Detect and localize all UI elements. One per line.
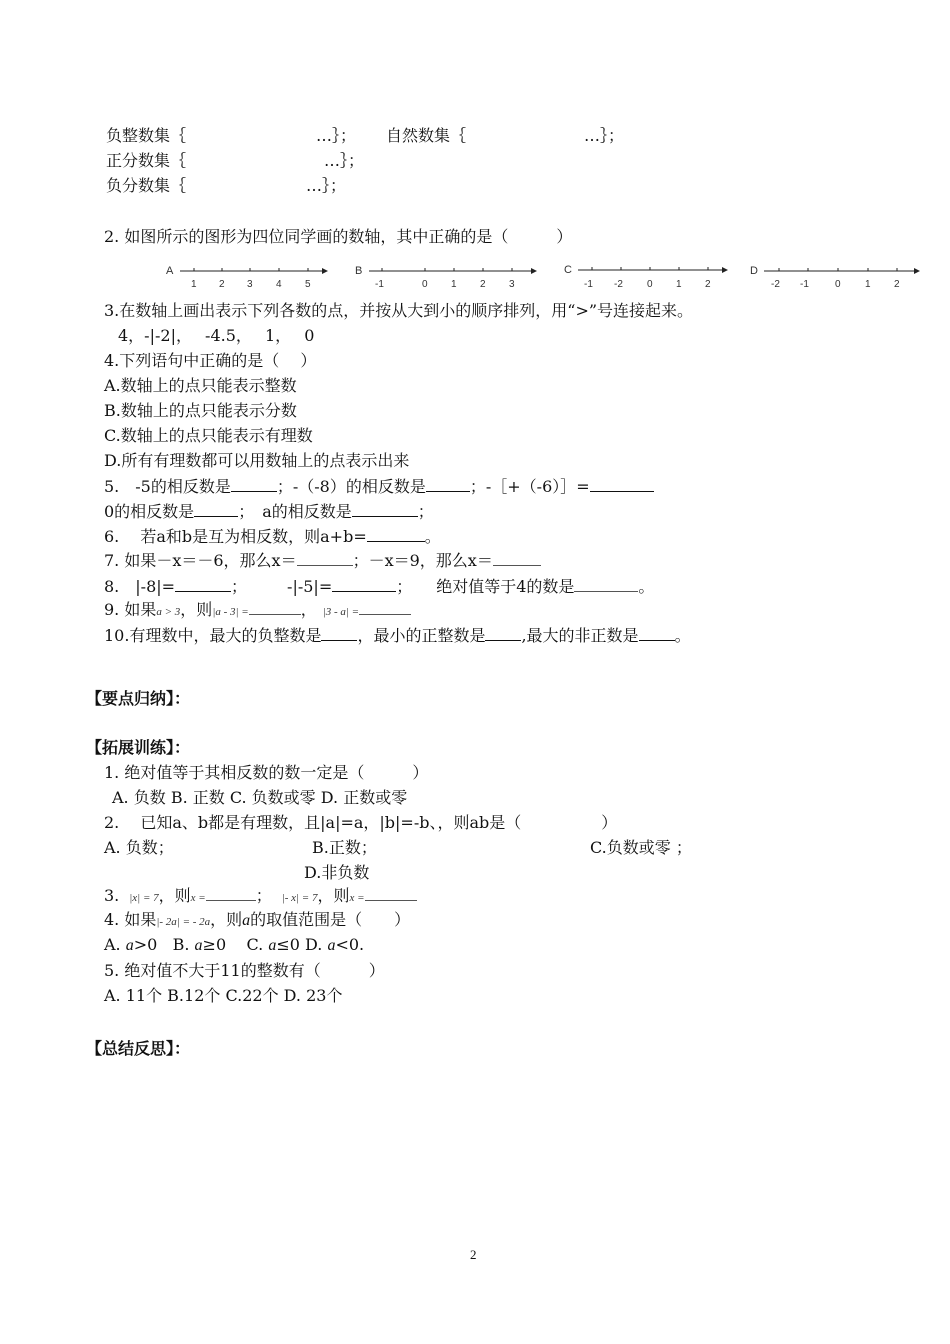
number-line-a bbox=[162, 262, 332, 290]
extension-question-5: 5. 绝对值不大于11的整数有（ ） bbox=[104, 961, 385, 980]
math-expression: x = bbox=[190, 892, 206, 904]
set-negative-integers bbox=[106, 125, 356, 147]
set-end: …｝； bbox=[306, 176, 347, 195]
tick-label: 3 bbox=[509, 279, 515, 290]
question-text: ，最小的正整数是 bbox=[357, 626, 486, 645]
answer-blank[interactable] bbox=[493, 551, 541, 566]
tick-label: -2 bbox=[771, 279, 780, 290]
tick-label: 3 bbox=[247, 279, 253, 290]
question-8 bbox=[104, 575, 654, 598]
question-text: 9. 如果 bbox=[104, 600, 157, 619]
question-text: ； -|-5|= bbox=[231, 577, 333, 596]
question-text: 8. |-8|= bbox=[104, 577, 176, 596]
option-text: ≤0 D. bbox=[276, 935, 323, 954]
question-text: ，则 bbox=[158, 886, 191, 905]
answer-blank[interactable] bbox=[639, 624, 675, 641]
question-text: 7. 如果－x＝－6，那么x＝ bbox=[104, 551, 297, 570]
math-expression: |x| = 7 bbox=[129, 892, 159, 904]
question-text: ,最大的非正数是 bbox=[521, 626, 639, 645]
extension-question-4 bbox=[104, 909, 410, 933]
number-line-d bbox=[748, 262, 928, 290]
answer-blank[interactable] bbox=[249, 600, 301, 615]
set-end: …｝； bbox=[316, 126, 357, 145]
question-text: ； bbox=[417, 502, 434, 521]
question-text: 10.有理数中，最大的负整数是 bbox=[104, 626, 322, 645]
math-variable: a bbox=[194, 937, 203, 954]
question-5 bbox=[104, 475, 654, 498]
tick-label: 4 bbox=[276, 279, 282, 290]
question-text: 3. bbox=[104, 886, 120, 905]
answer-blank[interactable] bbox=[352, 500, 418, 517]
question-text: 5. -5的相反数是 bbox=[104, 477, 231, 496]
number-line-b bbox=[353, 262, 543, 290]
answer-blank[interactable] bbox=[590, 475, 654, 492]
option-a: A.数轴上的点只能表示整数 bbox=[104, 376, 297, 395]
tick-label: 5 bbox=[305, 279, 311, 290]
set-natural-numbers bbox=[386, 125, 624, 147]
answer-blank[interactable] bbox=[297, 551, 353, 566]
summary-heading: 【要点归纳】： bbox=[86, 689, 191, 708]
tick-label: 1 bbox=[191, 279, 197, 290]
question-text: ；-（-8）的相反数是 bbox=[276, 477, 426, 496]
tick-label: 0 bbox=[422, 279, 428, 290]
answer-blank[interactable] bbox=[231, 475, 277, 492]
question-text: 的取值范围是（ ） bbox=[250, 910, 411, 929]
extension-question-3 bbox=[104, 885, 417, 909]
axis-letter: C bbox=[564, 264, 572, 276]
math-variable: a bbox=[125, 937, 134, 954]
question-9 bbox=[104, 599, 411, 623]
option-d: D.所有有理数都可以用数轴上的点表示出来 bbox=[104, 451, 410, 470]
question-text: 。 bbox=[638, 577, 655, 596]
tick-label: 0 bbox=[835, 279, 841, 290]
option-a: A. bbox=[104, 935, 121, 954]
question-text: 0的相反数是 bbox=[104, 502, 195, 521]
math-expression: |- 2a| = - 2a bbox=[156, 916, 211, 928]
question-text: 6. 若a和b是互为相反数，则a+b= bbox=[104, 527, 367, 546]
question-text: 。 bbox=[674, 626, 691, 645]
tick-label: -1 bbox=[375, 279, 384, 290]
question-text: ；-［+（-6）］= bbox=[469, 477, 590, 496]
question-5-continued bbox=[104, 500, 434, 523]
set-label: 自然数集｛ bbox=[386, 126, 467, 145]
set-label: 负分数集｛ bbox=[106, 176, 187, 195]
set-label: 负整数集｛ bbox=[106, 126, 187, 145]
question-3: 3.在数轴上画出表示下列各数的点，并按从大到小的顺序排列，用“>”号连接起来。 bbox=[104, 301, 694, 320]
answer-blank[interactable] bbox=[206, 886, 256, 901]
extension-question-2: 2. 已知a、b都是有理数，且|a|=a，|b|=-b、，则ab是（ ） bbox=[104, 813, 618, 832]
set-positive-fractions bbox=[106, 150, 364, 172]
tick-label: 1 bbox=[865, 279, 871, 290]
math-expression: |- x| = 7 bbox=[281, 892, 318, 904]
reflection-heading: 【总结反思】： bbox=[86, 1039, 191, 1058]
option-c: C.负数或零 ； bbox=[590, 838, 692, 857]
question-6 bbox=[104, 525, 441, 548]
option-text: <0. bbox=[335, 935, 365, 954]
tick-label: 0 bbox=[647, 279, 653, 290]
option-b: B. bbox=[172, 935, 190, 954]
math-condition: a > 3 bbox=[156, 606, 181, 618]
extension-heading: 【拓展训练】： bbox=[86, 738, 191, 757]
math-expression: |3 - a| = bbox=[322, 606, 360, 618]
tick-label: 2 bbox=[480, 279, 486, 290]
math-variable: a bbox=[268, 937, 277, 954]
option-text: >0 bbox=[133, 935, 158, 954]
question-text: ，则 bbox=[180, 600, 213, 619]
extension-question-1-options: A. 负数 B. 正数 C. 负数或零 D. 正数或零 bbox=[112, 788, 408, 807]
set-end: …｝； bbox=[584, 126, 625, 145]
math-variable: a bbox=[327, 937, 336, 954]
question-text: ； 绝对值等于4的数是 bbox=[396, 577, 575, 596]
question-4: 4.下列语句中正确的是（ ） bbox=[104, 351, 317, 370]
extension-question-1: 1. 绝对值等于其相反数的数一定是（ ） bbox=[104, 763, 429, 782]
question-text: 。 bbox=[424, 527, 441, 546]
answer-blank[interactable] bbox=[426, 475, 470, 492]
question-text: ，则 bbox=[317, 886, 350, 905]
option-b: B.数轴上的点只能表示分数 bbox=[104, 401, 297, 420]
answer-blank[interactable] bbox=[194, 500, 238, 517]
tick-label: -1 bbox=[800, 279, 809, 290]
option-text: ≥0 bbox=[202, 935, 227, 954]
question-7 bbox=[104, 550, 541, 572]
question-text: ； a的相反数是 bbox=[238, 502, 352, 521]
option-c: C.数轴上的点只能表示有理数 bbox=[104, 426, 313, 445]
tick-label: -2 bbox=[614, 279, 623, 290]
question-text: ，则 bbox=[210, 910, 243, 929]
option-c: C. bbox=[246, 935, 264, 954]
set-end: …｝； bbox=[324, 151, 365, 170]
tick-label: -1 bbox=[584, 279, 593, 290]
question-3-numbers: 4，-|-2|， -4.5， 1， 0 bbox=[118, 326, 315, 345]
answer-blank[interactable] bbox=[367, 525, 425, 542]
option-a: A. 负数； bbox=[104, 838, 174, 857]
question-text: ， bbox=[300, 600, 317, 619]
tick-label: 2 bbox=[894, 279, 900, 290]
math-expression: x = bbox=[349, 892, 365, 904]
question-text: 4. 如果 bbox=[104, 910, 157, 929]
tick-label: 1 bbox=[451, 279, 457, 290]
answer-blank[interactable] bbox=[175, 575, 231, 592]
axis-letter: B bbox=[355, 265, 363, 277]
math-variable: a bbox=[242, 912, 251, 929]
answer-blank[interactable] bbox=[574, 577, 638, 592]
question-2: 2. 如图所示的图形为四位同学画的数轴，其中正确的是（ ） bbox=[104, 227, 573, 246]
question-text: ； bbox=[255, 886, 272, 905]
set-negative-fractions bbox=[106, 175, 346, 197]
answer-blank[interactable] bbox=[321, 624, 357, 641]
option-d: D.非负数 bbox=[304, 863, 370, 882]
axis-letter: D bbox=[750, 265, 758, 277]
set-label: 正分数集｛ bbox=[106, 151, 187, 170]
math-expression: |a - 3| = bbox=[212, 606, 249, 618]
answer-blank[interactable] bbox=[359, 600, 411, 615]
tick-label: 1 bbox=[676, 279, 682, 290]
extension-question-4-options bbox=[104, 934, 364, 957]
axis-letter: A bbox=[166, 265, 174, 277]
answer-blank[interactable] bbox=[485, 624, 521, 641]
tick-label: 2 bbox=[219, 279, 225, 290]
number-line-c bbox=[562, 262, 732, 290]
tick-label: 2 bbox=[705, 279, 711, 290]
question-10 bbox=[104, 624, 691, 647]
question-text: ；－x＝9，那么x＝ bbox=[352, 551, 493, 570]
extension-question-5-options: A. 11个 B.12个 C.22个 D. 23个 bbox=[104, 986, 343, 1005]
option-b: B.正数； bbox=[312, 838, 377, 857]
page-number: 2 bbox=[470, 1247, 477, 1262]
answer-blank[interactable] bbox=[332, 575, 396, 592]
answer-blank[interactable] bbox=[365, 886, 417, 901]
